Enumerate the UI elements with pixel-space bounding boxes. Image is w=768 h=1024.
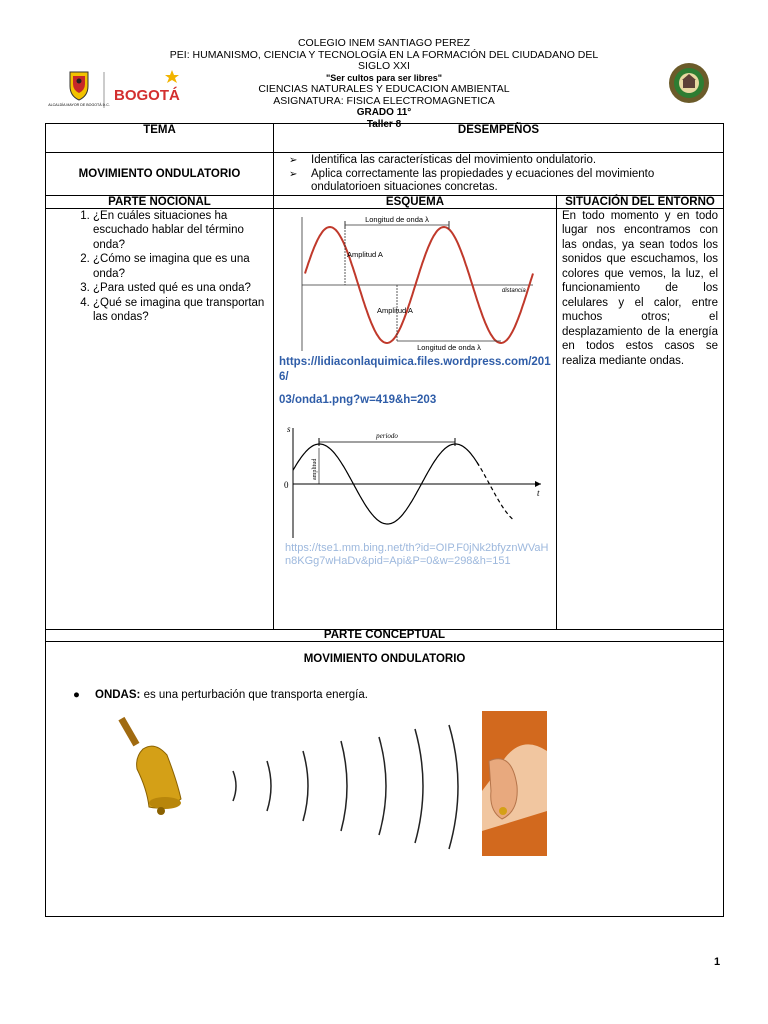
workshop-table: [45, 123, 724, 917]
amplitude-label-top: Amplitud A: [347, 249, 383, 259]
zero-label: 0: [284, 479, 289, 490]
school-name: COLEGIO INEM SANTIAGO PEREZ: [297, 37, 471, 49]
question-item: 4. ¿Qué se imagina que transportan las ondas?: [93, 296, 268, 325]
amplitude-label-bottom: Amplitud A: [377, 305, 413, 315]
desempenos-header: DESEMPEÑOS: [274, 124, 724, 153]
questions-cell: [46, 208, 274, 629]
desempeno-item: ➢ Aplica correctamente las propiedades y ecuaciones del movimiento ondulatorioen situaciones concretas.: [311, 168, 718, 195]
wavelength-label-top: Longitud de onda λ: [365, 214, 429, 224]
desempeno-item: ➢ Identifica las características del movimiento ondulatorio.: [311, 154, 718, 168]
esquema-cell: [274, 208, 557, 629]
ondas-def-text: es una perturbación que transporta energía.: [140, 688, 368, 701]
subject-name: ASIGNATURA: FISICA ELECTROMAGNETICA: [273, 94, 495, 107]
ondas-term: ONDAS:: [95, 688, 141, 701]
col-esquema-header: ESQUEMA: [274, 195, 557, 208]
ear-illustration: [482, 711, 547, 856]
pei-line1: PEI: HUMANISMO, CIENCIA Y TECNOLOGÍA EN LA FORMACIÓN DEL CIUDADANO DEL: [169, 48, 599, 61]
question-item: 2. ¿Cómo se imagina que es una onda?: [93, 252, 268, 281]
source-link-1b[interactable]: 03/onda1.png?w=419&h=203: [279, 393, 437, 406]
distance-label: distancia: [502, 287, 526, 294]
concept-cell: [46, 641, 724, 916]
page-number: 1: [714, 956, 721, 968]
logo-small-text: ALCALDÍA MAYOR DE BOGOTÁ D.C.: [48, 103, 110, 107]
tema-header: TEMA: [46, 124, 274, 153]
source-link-2[interactable]: https://tse1.mm.bing.net/th?id=OIP.F0jNk2bfyznWVaHn8KGg7wHaDv&pid=Api&P=0&w=298&h=151: [285, 541, 549, 567]
col-entorno-header: SITUACIÓN DEL ENTORNO: [557, 195, 724, 208]
wave-figure-1: [297, 215, 537, 353]
question-item: 1. ¿En cuáles situaciones ha escuchado hablar del término onda?: [93, 209, 268, 253]
wavelength-label-bottom: Longitud de onda λ: [417, 342, 481, 352]
bogota-logo: [48, 66, 184, 112]
topic-cell: MOVIMIENTO ONDULATORIO: [46, 153, 274, 196]
t-axis-label: t: [537, 487, 540, 498]
workshop: Taller 8: [366, 118, 402, 130]
s-axis-label: s: [287, 423, 291, 434]
col-nocional-header: PARTE NOCIONAL: [46, 195, 274, 208]
grade: GRADO 11°: [356, 107, 412, 118]
wave-figure-2: [279, 422, 544, 540]
area-name: CIENCIAS NATURALES Y EDUCACION AMBIENTAL: [258, 83, 510, 95]
ondas-definition: [73, 689, 718, 701]
bullet-icon: ●: [73, 688, 80, 701]
concept-title: MOVIMIENTO ONDULATORIO: [303, 652, 466, 665]
source-link-1a[interactable]: https://lidiaconlaquimica.files.wordpress.com/2016/: [279, 355, 551, 383]
desempenos-cell: [274, 153, 724, 196]
bell-icon: [118, 716, 181, 814]
amplitude-axis-label: amplitud: [312, 458, 318, 480]
pei-line2: SIGLO XXI: [358, 60, 410, 72]
school-emblem: [668, 62, 710, 104]
logo-bogota-text: BOGOTÁ: [114, 87, 180, 104]
parte-conceptual-header: PARTE CONCEPTUAL: [46, 629, 724, 641]
bell-sound-illustration: [117, 711, 547, 856]
period-label: periodo: [376, 431, 398, 440]
question-item: 3. ¿Para usted qué es una onda?: [93, 281, 268, 296]
entorno-cell: En todo momento y en todo lugar nos encontramos con las ondas, ya sean todos los sonidos que escuchamos, los colores que vemos, la luz, el funcionamiento de los celulares y el calor, entre muchos otros; el desplazamiento de la energía en todos estos casos se realiza mediante ondas.: [557, 208, 724, 629]
motto: "Ser cultos para ser libres": [325, 72, 443, 83]
